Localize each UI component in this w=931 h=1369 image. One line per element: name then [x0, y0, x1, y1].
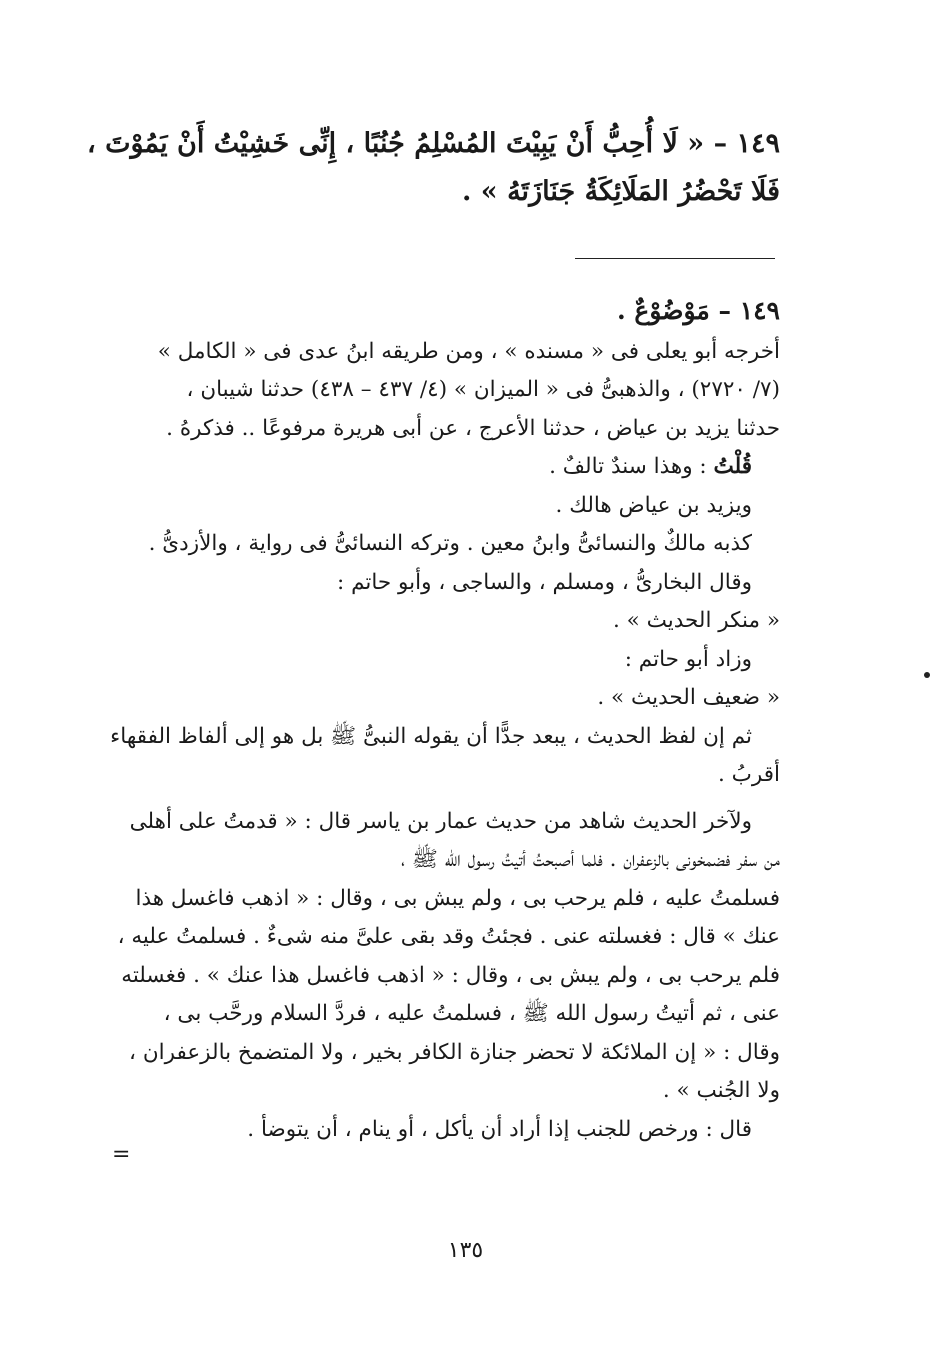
commentary-block — [108, 292, 780, 1149]
shahid-line: ولا الجُنب » . — [662, 1078, 780, 1103]
commentary-line: أقربُ . — [717, 762, 780, 787]
commentary-line: حدثنا يزيد بن عياض ، حدثنا الأعرج ، عن أبى هريرة مرفوعًا .. فذكرهُ . — [166, 415, 780, 441]
commentary-line: وزاد أبو حاتم : — [624, 646, 752, 672]
continuation-mark: = — [112, 1142, 131, 1167]
qultu-text: : وهذا سندٌ تالفٌ . — [549, 454, 714, 479]
hadith-block — [87, 120, 780, 216]
shahid-line: فلم يرحب بى ، ولم يبش بى ، وقال : « اذهب فاغسل هذا عنك » . فغسلته — [121, 962, 780, 988]
scan-speck — [924, 672, 930, 678]
shahid-line: ولآخر الحديث شاهد من حديث عمار بن ياسر قال : « قدمتُ على أهلى — [129, 808, 752, 834]
qultu-label: قُلْتُ — [713, 454, 752, 479]
commentary-line: ويزيد بن عياض هالك . — [555, 492, 752, 518]
hadith-line-2: فَلَا تَحْضُرُ المَلَائِكَةُ جَنَازَتَهُ » . — [462, 176, 780, 207]
commentary-line: ثم إن لفظ الحديث ، يبعد جدًّا أن يقوله النبىُّ ﷺ بل هو إلى ألفاظ الفقهاء — [110, 723, 752, 749]
shahid-line: وقال : « إن الملائكة لا تحضر جنازة الكافر بخير ، ولا المتضمخ بالزعفران ، — [129, 1039, 780, 1065]
hadith-text — [87, 120, 780, 216]
hadith-line-1: ١٤٩ – « لَا أُحِبُّ أَنْ يَبِيْتَ المُسْلِمُ جُنُبًا ، إِنِّى خَشِيْتُ أَنْ يَمُوْتَ ، — [87, 128, 780, 159]
quote-munkar: « منكر الحديث » . — [612, 608, 780, 633]
shahid-line: عنك » قال : فغسلته عنى . فجئتُ وقد بقى علىَّ منه شىءٌ . فسلمتُ عليه ، — [117, 924, 780, 949]
commentary-line: (٧/ ٢٧٢٠) ، والذهبىُّ فى « الميزان » (٤/ ٤٣٧ – ٤٣٨) حدثنا شيبان ، — [186, 377, 780, 402]
quote-daif: « ضعيف الحديث » . — [597, 685, 780, 710]
page-number: ١٣٥ — [447, 1238, 484, 1263]
rukhsa-line: قال : ورخص للجنب إذا أراد أن يأكل ، أو ينام ، أن يتوضأ . — [247, 1116, 752, 1142]
commentary-line: أخرجه أبو يعلى فى « مسنده » ، ومن طريقه ابنُ عدى فى « الكامل » — [157, 338, 780, 364]
shahid-line: فسلمتُ عليه ، فلم يرحب بى ، ولم يبش بى ، وقال : « اذهب فاغسل هذا — [135, 885, 780, 911]
paragraph-gap — [108, 795, 780, 803]
commentary-heading: ١٤٩ – مَوْضُوْعٌ . — [617, 296, 780, 325]
shahid-line: عنى ، ثم أتيتُ رسول الله ﷺ ، فسلمتُ عليه ، فردَّ السلام ورحَّب بى ، — [163, 1001, 780, 1026]
commentary-line: وقال البخارىُّ ، ومسلم ، والساجى ، وأبو حاتم : — [337, 569, 752, 595]
commentary-line: كذبه مالكٌ والنسائىُّ وابنُ معين . وتركه النسائىُّ فى رواية ، والأزدىُّ . — [148, 531, 752, 556]
footnote-divider — [575, 258, 775, 259]
qultu-line — [108, 448, 780, 487]
shahid-line: من سفر فضمخونى بالزعفران . فلما أصبحتُ أتيتُ رسول الله ﷺ ، — [400, 847, 780, 872]
